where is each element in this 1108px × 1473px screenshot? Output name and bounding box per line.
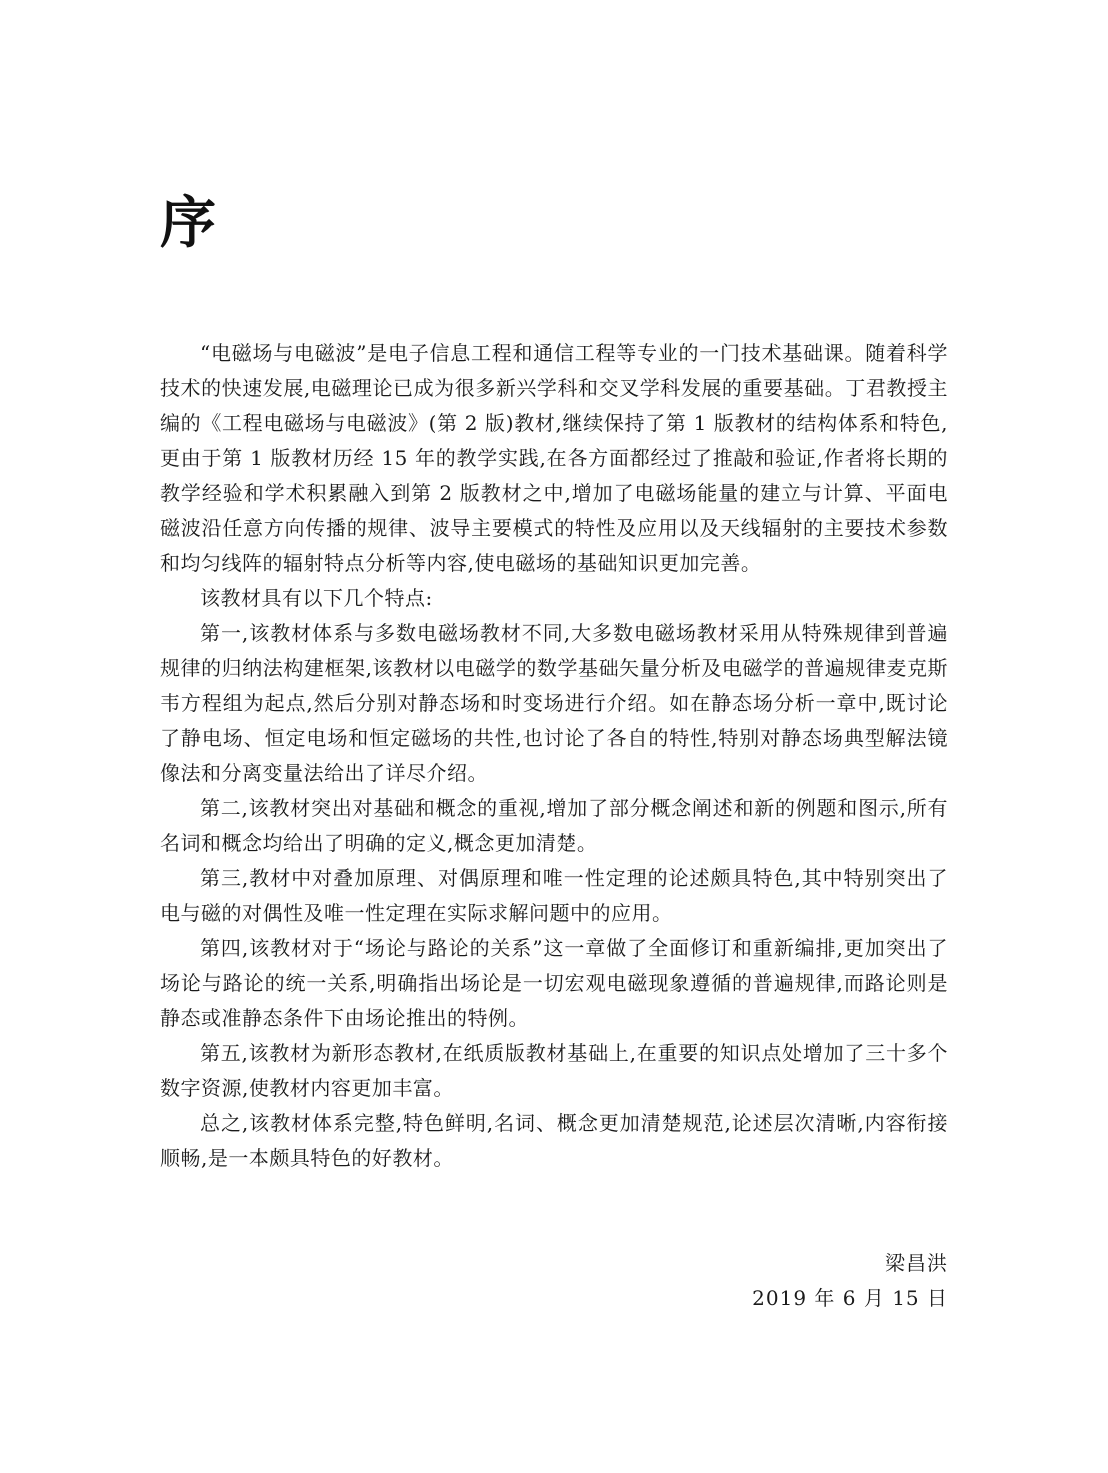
paragraph-feature-1: 第一,该教材体系与多数电磁场教材不同,大多数电磁场教材采用从特殊规律到普遍规律的归纳法构建框架,该教材以电磁学的数学基础矢量分析及电磁学的普遍规律麦克斯韦方程组为起点,然后分别对静态场和时变场进行介绍。如在静态场分析一章中,既讨论了静电场、恒定电场和恒定磁场的共性,也讨论了各自的特性,特别对静态场典型解法镜像法和分离变量法给出了详尽介绍。	[160, 621, 948, 785]
paragraph-feature-5: 第五,该教材为新形态教材,在纸质版教材基础上,在重要的知识点处增加了三十多个数字资源,使教材内容更加丰富。	[160, 1041, 948, 1100]
paragraph-feature-3: 第三,教材中对叠加原理、对偶原理和唯一性定理的论述颇具特色,其中特别突出了电与磁的对偶性及唯一性定理在实际求解问题中的应用。	[160, 866, 948, 925]
paragraph-feature-2: 第二,该教材突出对基础和概念的重视,增加了部分概念阐述和新的例题和图示,所有名词和概念均给出了明确的定义,概念更加清楚。	[160, 796, 948, 855]
paragraph-features-lead: 该教材具有以下几个特点:	[200, 586, 433, 610]
paragraph-intro: “电磁场与电磁波”是电子信息工程和通信工程等专业的一门技术基础课。随着科学技术的快速发展,电磁理论已成为很多新兴学科和交叉学科发展的重要基础。丁君教授主编的《工程电磁场与电磁波》(第 2 版)教材,继续保持了第 1 版教材的结构体系和特色,更由于第 1 版教材历经 15 年的教学实践,在各方面都经过了推敲和验证,作者将长期的教学经验和学术积累融入到第 2 版教材之中,增加了电磁场能量的建立与计算、平面电磁波沿任意方向传播的规律、波导主要模式的特性及应用以及天线辐射的主要技术参数和均匀线阵的辐射特点分析等内容,使电磁场的基础知识更加完善。	[160, 341, 948, 575]
signature-author: 梁昌洪	[885, 1251, 948, 1275]
paragraph-feature-4: 第四,该教材对于“场论与路论的关系”这一章做了全面修订和重新编排,更加突出了场论与路论的统一关系,明确指出场论是一切宏观电磁现象遵循的普遍规律,而路论则是静态或准静态条件下由场论推出的特例。	[160, 936, 948, 1030]
preface-body	[160, 336, 948, 1176]
page-title: 序	[160, 191, 218, 256]
signature-date: 2019 年 6 月 15 日	[752, 1286, 948, 1310]
signature-block	[752, 1246, 948, 1316]
paragraph-conclusion: 总之,该教材体系完整,特色鲜明,名词、概念更加清楚规范,论述层次清晰,内容衔接顺畅,是一本颇具特色的好教材。	[160, 1111, 948, 1170]
